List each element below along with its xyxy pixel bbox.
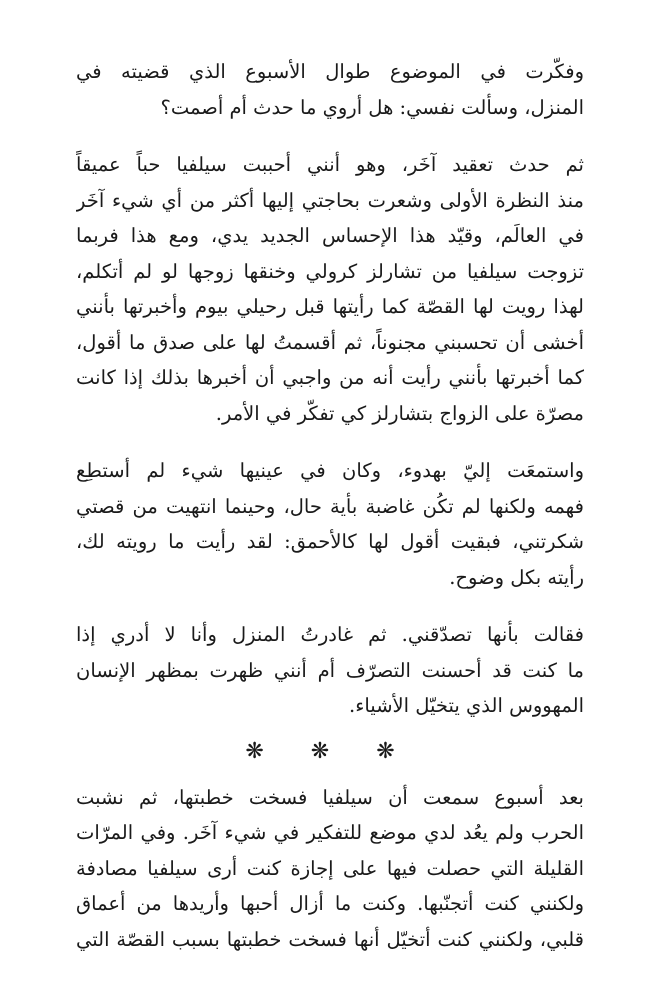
text-line: منذ النظرة الأولى وشعرت بحاجتي إليها أكثر من أي شيء آخَر	[76, 188, 584, 212]
paragraph-3	[76, 453, 584, 595]
text-line: ما كنت قد أحسنت التصرّف أم أنني ظهرت بمظهر الإنسان	[76, 658, 584, 682]
text-line: بعد أسبوع سمعت أن سيلفيا فسخت خطبتها، ثم نشبت	[76, 785, 584, 809]
text-line: كما أخبرتها بأنني رأيت أنه من واجبي أن أخبرها بذلك إذا كانت	[76, 366, 584, 389]
paragraph-4	[76, 617, 584, 724]
section-separator: ❋ ❋ ❋	[245, 738, 415, 764]
book-page	[76, 54, 584, 957]
text-line: ثم حدث تعقيد آخَر، وهو أنني أحببت سيلفيا حباً عميقاً	[76, 153, 584, 176]
text-line: شكرتني، فبقيت أقول لها كالأحمق: لقد رأيت ما رويته لك،	[76, 530, 584, 553]
text-line: القليلة التي حصلت فيها على إجازة كنت أرى سيلفيا مصادفة	[76, 856, 584, 880]
text-line: فقالت بأنها تصدّقني. ثم غادرتُ المنزل وأنا لا أدري إذا	[76, 623, 584, 646]
text-line: مصرّة على الزواج بتشارلز كي تفكّر في الأمر.	[215, 401, 584, 425]
text-line: وفكّرت في الموضوع طوال الأسبوع الذي قضيته في	[76, 60, 584, 83]
paragraph-2	[76, 147, 584, 431]
text-line: أخشى أن تحسبني مجنوناً، ثم أقسمتُ لها على صدق ما أقول،	[76, 330, 584, 354]
text-line: ولكنني كنت أتجنّبها. وكنت ما أزال أحبها وأريدها من أعماق	[76, 892, 584, 915]
text-line: في العالَم، وقيّد هذا الإحساس الجديد يدي، ومع هذا فربما	[76, 224, 584, 247]
text-line: تزوجت سيلفيا من تشارلز كرولي وخنقها زوجها لو لم أتكلم،	[76, 259, 584, 283]
text-line: الحرب ولم يعُد لدي موضع للتفكير في شيء آخَر. وفي المرّات	[76, 821, 584, 844]
text-line: واستمعَت إليّ بهدوء، وكان في عينيها شيء لم أستطِع	[76, 459, 584, 482]
text-line: قلبي، ولكنني كنت أتخيّل أنها فسخت خطبتها بسبب القصّة التي	[76, 927, 584, 951]
text-line: المنزل، وسألت نفسي: هل أروي ما حدث أم أصمت؟	[160, 95, 584, 119]
text-line: فهمه ولكنها لم تكُن غاضبة بأية حال، وحينما انتهيت من قصتي	[76, 494, 584, 518]
text-line: المهووس الذي يتخيّل الأشياء.	[349, 694, 584, 717]
text-line: لهذا رويت لها القصّة كما رأيتها قبل رحيلي بيوم وأخبرتها بأنني	[76, 295, 584, 318]
paragraph-5	[76, 780, 584, 958]
paragraph-1	[76, 54, 584, 125]
text-line: رأيته بكل وضوح.	[449, 565, 584, 589]
